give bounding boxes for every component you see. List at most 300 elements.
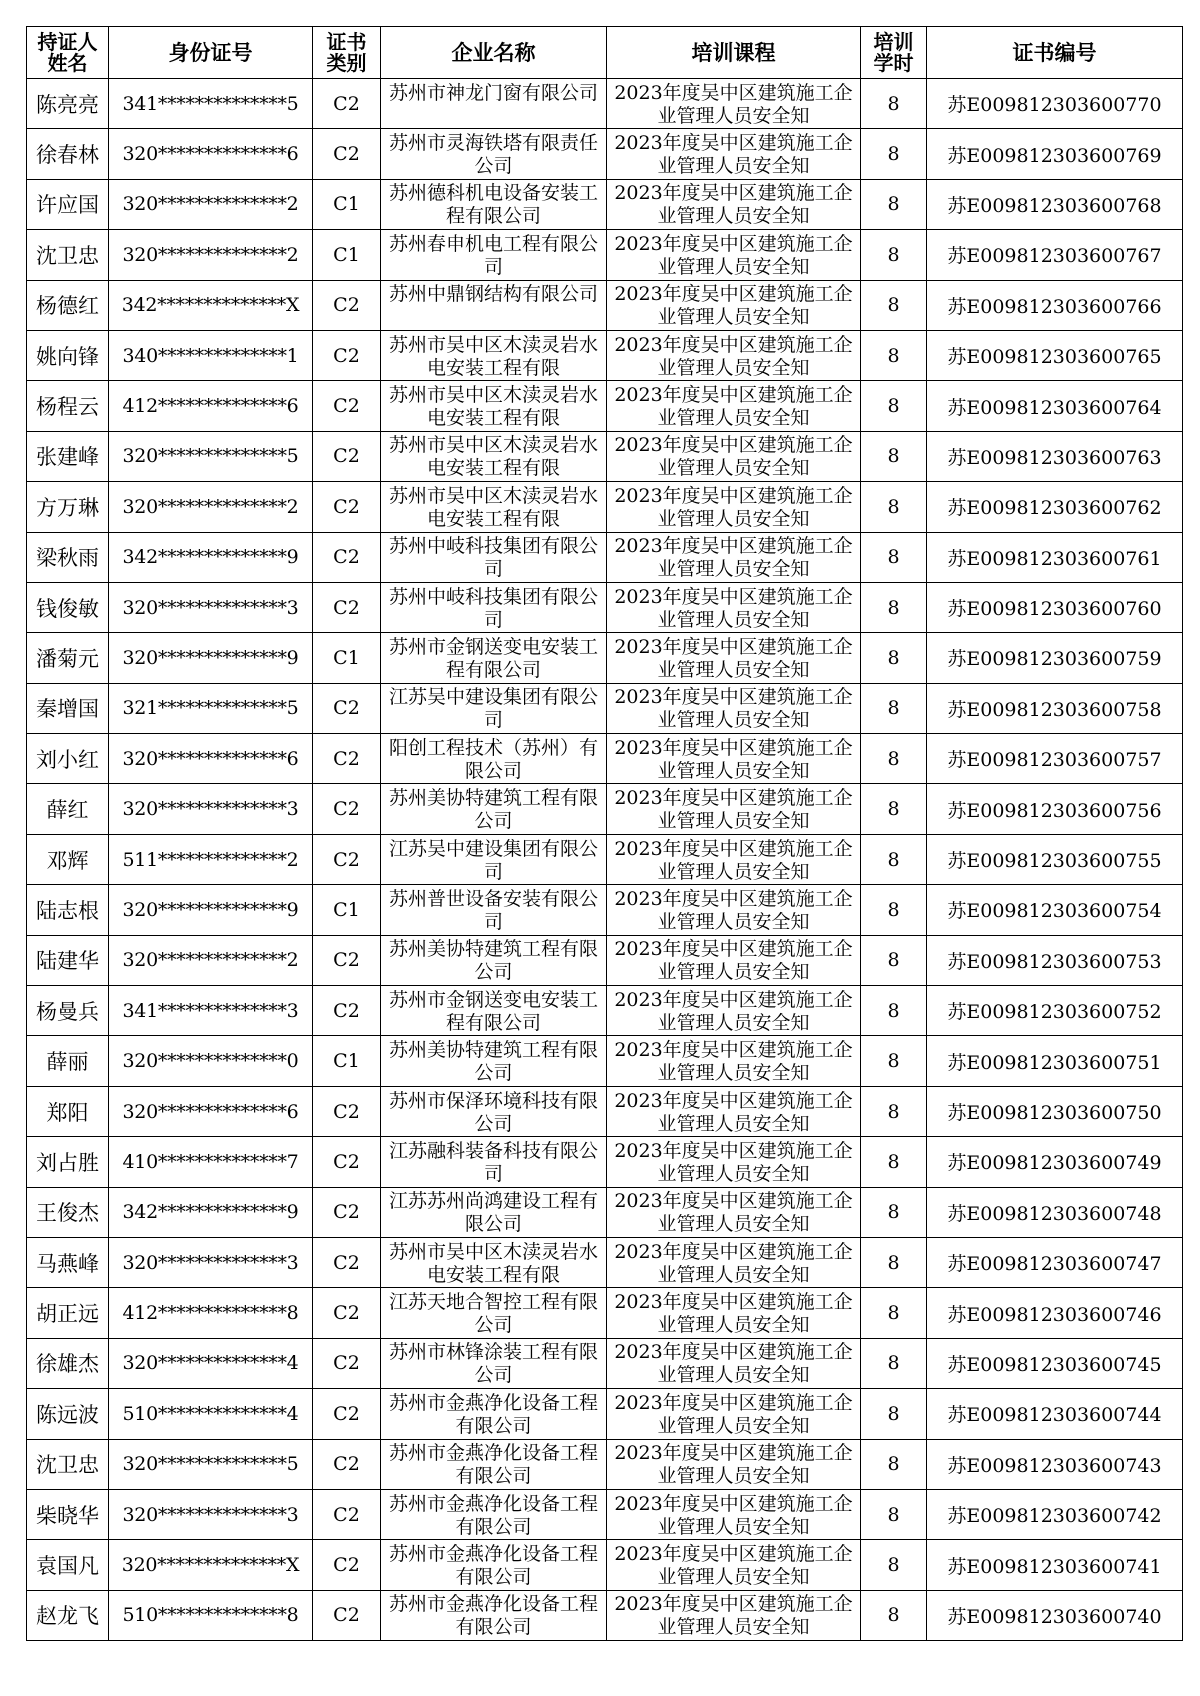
holder-name-cell: 陈远波	[27, 1389, 109, 1439]
company-cell-text: 苏州市吴中区木渎灵岩水电安装工程有限	[388, 434, 598, 480]
category-cell: C2	[313, 532, 381, 582]
company-cell	[381, 1036, 607, 1086]
table-row	[27, 1338, 1183, 1388]
header-category-line1: 证书	[326, 29, 367, 54]
course-cell	[607, 230, 861, 280]
company-cell-text: 苏州市金燕净化设备工程有限公司	[388, 1442, 598, 1488]
course-cell-text: 2023年度吴中区建筑施工企业管理人员安全知	[614, 132, 853, 178]
table-row	[27, 381, 1183, 431]
company-cell	[381, 280, 607, 330]
company-cell	[381, 129, 607, 179]
course-cell	[607, 935, 861, 985]
hours-cell: 8	[861, 1540, 927, 1590]
company-cell-text: 苏州德科机电设备安装工程有限公司	[388, 182, 598, 228]
course-cell	[607, 1086, 861, 1136]
company-cell	[381, 633, 607, 683]
holder-name-cell: 薛丽	[27, 1036, 109, 1086]
cert-number-cell: 苏E009812303600753	[927, 935, 1183, 985]
cert-number-cell: 苏E009812303600748	[927, 1187, 1183, 1237]
cert-number-cell: 苏E009812303600742	[927, 1489, 1183, 1539]
table-row	[27, 885, 1183, 935]
hours-cell: 8	[861, 986, 927, 1036]
course-cell	[607, 633, 861, 683]
category-cell: C2	[313, 582, 381, 632]
id-number-cell: 342**************9	[109, 1187, 313, 1237]
company-cell-text: 江苏苏州尚鸿建设工程有限公司	[388, 1190, 598, 1236]
course-cell-text: 2023年度吴中区建筑施工企业管理人员安全知	[614, 283, 853, 329]
category-cell: C2	[313, 683, 381, 733]
table-row	[27, 1590, 1183, 1640]
course-cell	[607, 482, 861, 532]
category-cell: C2	[313, 734, 381, 784]
course-cell	[607, 1590, 861, 1640]
table-row	[27, 230, 1183, 280]
table-row	[27, 1389, 1183, 1439]
course-cell	[607, 582, 861, 632]
company-cell	[381, 1338, 607, 1388]
holder-name-cell: 杨德红	[27, 280, 109, 330]
category-cell: C2	[313, 381, 381, 431]
table-row	[27, 1288, 1183, 1338]
hours-cell: 8	[861, 1237, 927, 1287]
id-number-cell: 320**************0	[109, 1036, 313, 1086]
table-row	[27, 1086, 1183, 1136]
cert-number-cell: 苏E009812303600770	[927, 79, 1183, 129]
hours-cell: 8	[861, 1036, 927, 1086]
course-cell	[607, 986, 861, 1036]
course-cell	[607, 1288, 861, 1338]
holder-name-cell: 许应国	[27, 179, 109, 229]
cert-number-cell: 苏E009812303600752	[927, 986, 1183, 1036]
id-number-cell: 320**************9	[109, 633, 313, 683]
course-cell	[607, 1137, 861, 1187]
company-cell-text: 苏州市吴中区木渎灵岩水电安装工程有限	[388, 333, 598, 379]
category-cell: C1	[313, 230, 381, 280]
course-cell-text: 2023年度吴中区建筑施工企业管理人员安全知	[614, 736, 853, 782]
company-cell-text: 江苏融科装备科技有限公司	[388, 1139, 598, 1185]
table-row	[27, 1187, 1183, 1237]
hours-cell: 8	[861, 935, 927, 985]
course-cell	[607, 834, 861, 884]
holder-name-cell: 刘小红	[27, 734, 109, 784]
course-cell-text: 2023年度吴中区建筑施工企业管理人员安全知	[614, 787, 853, 833]
header-holder-name-line1: 持证人	[37, 29, 98, 54]
cert-number-cell: 苏E009812303600767	[927, 230, 1183, 280]
holder-name-cell: 沈卫忠	[27, 230, 109, 280]
cert-number-cell: 苏E009812303600763	[927, 431, 1183, 481]
hours-cell: 8	[861, 431, 927, 481]
category-cell: C1	[313, 885, 381, 935]
company-cell	[381, 79, 607, 129]
course-cell-text: 2023年度吴中区建筑施工企业管理人员安全知	[614, 1391, 853, 1437]
holder-name-cell: 徐春林	[27, 129, 109, 179]
course-cell-text: 2023年度吴中区建筑施工企业管理人员安全知	[614, 1543, 853, 1589]
cert-number-cell: 苏E009812303600761	[927, 532, 1183, 582]
course-cell-text: 2023年度吴中区建筑施工企业管理人员安全知	[614, 535, 853, 581]
company-cell-text: 苏州市吴中区木渎灵岩水电安装工程有限	[388, 484, 598, 530]
company-cell	[381, 1540, 607, 1590]
company-cell	[381, 230, 607, 280]
company-cell	[381, 1237, 607, 1287]
cert-number-cell: 苏E009812303600743	[927, 1439, 1183, 1489]
company-cell-text: 苏州中岐科技集团有限公司	[388, 535, 598, 581]
holder-name-cell: 王俊杰	[27, 1187, 109, 1237]
course-cell-text: 2023年度吴中区建筑施工企业管理人员安全知	[614, 1341, 853, 1387]
id-number-cell: 412**************8	[109, 1288, 313, 1338]
cert-number-cell: 苏E009812303600768	[927, 179, 1183, 229]
company-cell-text: 苏州中岐科技集团有限公司	[388, 585, 598, 631]
category-cell: C2	[313, 1590, 381, 1640]
category-cell: C1	[313, 1036, 381, 1086]
hours-cell: 8	[861, 79, 927, 129]
category-cell: C2	[313, 129, 381, 179]
holder-name-cell: 马燕峰	[27, 1237, 109, 1287]
category-cell: C2	[313, 1489, 381, 1539]
id-number-cell: 510**************8	[109, 1590, 313, 1640]
id-number-cell: 320**************5	[109, 431, 313, 481]
course-cell	[607, 1036, 861, 1086]
company-cell-text: 江苏吴中建设集团有限公司	[388, 837, 598, 883]
id-number-cell: 320**************2	[109, 935, 313, 985]
company-cell	[381, 1590, 607, 1640]
cert-number-cell: 苏E009812303600754	[927, 885, 1183, 935]
id-number-cell: 320**************3	[109, 784, 313, 834]
company-cell	[381, 734, 607, 784]
hours-cell: 8	[861, 1288, 927, 1338]
company-cell	[381, 1086, 607, 1136]
table-row	[27, 734, 1183, 784]
company-cell-text: 苏州中鼎钢结构有限公司	[388, 283, 598, 306]
company-cell	[381, 1389, 607, 1439]
category-cell: C2	[313, 784, 381, 834]
hours-cell: 8	[861, 1439, 927, 1489]
cert-number-cell: 苏E009812303600764	[927, 381, 1183, 431]
hours-cell: 8	[861, 1187, 927, 1237]
category-cell: C1	[313, 179, 381, 229]
course-cell	[607, 330, 861, 380]
course-cell-text: 2023年度吴中区建筑施工企业管理人员安全知	[614, 434, 853, 480]
category-cell: C2	[313, 935, 381, 985]
course-cell	[607, 381, 861, 431]
table-row	[27, 935, 1183, 985]
course-cell-text: 2023年度吴中区建筑施工企业管理人员安全知	[614, 837, 853, 883]
holder-name-cell: 方万琳	[27, 482, 109, 532]
category-cell: C2	[313, 1137, 381, 1187]
company-cell-text: 苏州美协特建筑工程有限公司	[388, 938, 598, 984]
category-cell: C1	[313, 633, 381, 683]
table-row	[27, 431, 1183, 481]
cert-number-cell: 苏E009812303600757	[927, 734, 1183, 784]
course-cell-text: 2023年度吴中区建筑施工企业管理人员安全知	[614, 887, 853, 933]
holder-name-cell: 潘菊元	[27, 633, 109, 683]
holder-name-cell: 邓辉	[27, 834, 109, 884]
company-cell-text: 江苏吴中建设集团有限公司	[388, 686, 598, 732]
course-cell	[607, 784, 861, 834]
holder-name-cell: 刘占胜	[27, 1137, 109, 1187]
course-cell-text: 2023年度吴中区建筑施工企业管理人员安全知	[614, 1240, 853, 1286]
hours-cell: 8	[861, 1489, 927, 1539]
course-cell-text: 2023年度吴中区建筑施工企业管理人员安全知	[614, 938, 853, 984]
category-cell: C2	[313, 1540, 381, 1590]
category-cell: C2	[313, 280, 381, 330]
table-row	[27, 129, 1183, 179]
hours-cell: 8	[861, 482, 927, 532]
holder-name-cell: 张建峰	[27, 431, 109, 481]
id-number-cell: 342**************9	[109, 532, 313, 582]
holder-name-cell: 陈亮亮	[27, 79, 109, 129]
table-row	[27, 532, 1183, 582]
table-row	[27, 1540, 1183, 1590]
cert-number-cell: 苏E009812303600762	[927, 482, 1183, 532]
holder-name-cell: 袁国凡	[27, 1540, 109, 1590]
company-cell	[381, 179, 607, 229]
holder-name-cell: 梁秋雨	[27, 532, 109, 582]
cert-number-cell: 苏E009812303600765	[927, 330, 1183, 380]
course-cell	[607, 79, 861, 129]
holder-name-cell: 钱俊敏	[27, 582, 109, 632]
category-cell: C2	[313, 79, 381, 129]
hours-cell: 8	[861, 532, 927, 582]
company-cell-text: 苏州美协特建筑工程有限公司	[388, 787, 598, 833]
table-row	[27, 79, 1183, 129]
id-number-cell: 320**************6	[109, 1086, 313, 1136]
holder-name-cell: 杨曼兵	[27, 986, 109, 1036]
company-cell-text: 苏州市金燕净化设备工程有限公司	[388, 1391, 598, 1437]
course-cell	[607, 129, 861, 179]
course-cell	[607, 280, 861, 330]
header-hours	[861, 27, 927, 79]
table-row	[27, 784, 1183, 834]
company-cell-text: 苏州市吴中区木渎灵岩水电安装工程有限	[388, 1240, 598, 1286]
company-cell	[381, 482, 607, 532]
company-cell-text: 江苏天地合智控工程有限公司	[388, 1291, 598, 1337]
company-cell-text: 苏州市金钢送变电安装工程有限公司	[388, 988, 598, 1034]
company-cell-text: 苏州市金燕净化设备工程有限公司	[388, 1543, 598, 1589]
hours-cell: 8	[861, 330, 927, 380]
company-cell	[381, 431, 607, 481]
id-number-cell: 320**************6	[109, 129, 313, 179]
table-row	[27, 1137, 1183, 1187]
course-cell-text: 2023年度吴中区建筑施工企业管理人员安全知	[614, 1442, 853, 1488]
holder-name-cell: 沈卫忠	[27, 1439, 109, 1489]
company-cell-text: 苏州市金燕净化设备工程有限公司	[388, 1593, 598, 1639]
holder-name-cell: 郑阳	[27, 1086, 109, 1136]
table-row	[27, 1237, 1183, 1287]
course-cell-text: 2023年度吴中区建筑施工企业管理人员安全知	[614, 1039, 853, 1085]
course-cell-text: 2023年度吴中区建筑施工企业管理人员安全知	[614, 333, 853, 379]
cert-number-cell: 苏E009812303600751	[927, 1036, 1183, 1086]
course-cell-text: 2023年度吴中区建筑施工企业管理人员安全知	[614, 384, 853, 430]
company-cell-text: 阳创工程技术（苏州）有限公司	[388, 736, 598, 782]
hours-cell: 8	[861, 885, 927, 935]
table-row	[27, 683, 1183, 733]
header-holder-name	[27, 27, 109, 79]
course-cell-text: 2023年度吴中区建筑施工企业管理人员安全知	[614, 81, 853, 127]
hours-cell: 8	[861, 834, 927, 884]
cert-number-cell: 苏E009812303600746	[927, 1288, 1183, 1338]
company-cell	[381, 935, 607, 985]
header-hours-line2: 学时	[873, 50, 914, 75]
company-cell	[381, 784, 607, 834]
hours-cell: 8	[861, 633, 927, 683]
category-cell: C2	[313, 834, 381, 884]
holder-name-cell: 姚向锋	[27, 330, 109, 380]
category-cell: C2	[313, 1389, 381, 1439]
holder-name-cell: 胡正远	[27, 1288, 109, 1338]
company-cell	[381, 582, 607, 632]
company-cell	[381, 1187, 607, 1237]
holder-name-cell: 秦增国	[27, 683, 109, 733]
header-hours-line1: 培训	[873, 29, 914, 54]
id-number-cell: 320**************5	[109, 1439, 313, 1489]
hours-cell: 8	[861, 1338, 927, 1388]
category-cell: C2	[313, 1187, 381, 1237]
id-number-cell: 320**************2	[109, 482, 313, 532]
id-number-cell: 341**************5	[109, 79, 313, 129]
company-cell	[381, 1288, 607, 1338]
company-cell	[381, 1137, 607, 1187]
header-company: 企业名称	[381, 27, 607, 79]
cert-number-cell: 苏E009812303600744	[927, 1389, 1183, 1439]
course-cell-text: 2023年度吴中区建筑施工企业管理人员安全知	[614, 686, 853, 732]
table-row	[27, 582, 1183, 632]
id-number-cell: 511**************2	[109, 834, 313, 884]
course-cell	[607, 1540, 861, 1590]
course-cell-text: 2023年度吴中区建筑施工企业管理人员安全知	[614, 585, 853, 631]
cert-number-cell: 苏E009812303600756	[927, 784, 1183, 834]
course-cell-text: 2023年度吴中区建筑施工企业管理人员安全知	[614, 182, 853, 228]
course-cell-text: 2023年度吴中区建筑施工企业管理人员安全知	[614, 232, 853, 278]
table-row	[27, 482, 1183, 532]
hours-cell: 8	[861, 1389, 927, 1439]
cert-number-cell: 苏E009812303600747	[927, 1237, 1183, 1287]
table-row	[27, 633, 1183, 683]
course-cell	[607, 179, 861, 229]
course-cell-text: 2023年度吴中区建筑施工企业管理人员安全知	[614, 1291, 853, 1337]
header-category-line2: 类别	[326, 50, 367, 75]
cert-number-cell: 苏E009812303600741	[927, 1540, 1183, 1590]
company-cell	[381, 381, 607, 431]
company-cell-text: 苏州市保泽环境科技有限公司	[388, 1089, 598, 1135]
company-cell	[381, 532, 607, 582]
header-cert-number: 证书编号	[927, 27, 1183, 79]
cert-number-cell: 苏E009812303600755	[927, 834, 1183, 884]
id-number-cell: 320**************4	[109, 1338, 313, 1388]
hours-cell: 8	[861, 734, 927, 784]
company-cell	[381, 1489, 607, 1539]
table-row	[27, 1489, 1183, 1539]
cert-number-cell: 苏E009812303600745	[927, 1338, 1183, 1388]
course-cell-text: 2023年度吴中区建筑施工企业管理人员安全知	[614, 988, 853, 1034]
table-row	[27, 834, 1183, 884]
id-number-cell: 320**************3	[109, 1489, 313, 1539]
cert-number-cell: 苏E009812303600750	[927, 1086, 1183, 1136]
company-cell-text: 苏州市灵海铁塔有限责任公司	[388, 132, 598, 178]
course-cell	[607, 431, 861, 481]
hours-cell: 8	[861, 381, 927, 431]
id-number-cell: 320**************X	[109, 1540, 313, 1590]
course-cell-text: 2023年度吴中区建筑施工企业管理人员安全知	[614, 1190, 853, 1236]
table-row	[27, 1439, 1183, 1489]
header-id-number: 身份证号	[109, 27, 313, 79]
company-cell-text: 苏州市神龙门窗有限公司	[388, 81, 598, 104]
category-cell: C2	[313, 986, 381, 1036]
course-cell	[607, 885, 861, 935]
id-number-cell: 341**************3	[109, 986, 313, 1036]
course-cell-text: 2023年度吴中区建筑施工企业管理人员安全知	[614, 1492, 853, 1538]
id-number-cell: 320**************2	[109, 179, 313, 229]
company-cell-text: 苏州春申机电工程有限公司	[388, 232, 598, 278]
id-number-cell: 321**************5	[109, 683, 313, 733]
hours-cell: 8	[861, 280, 927, 330]
holder-name-cell: 柴晓华	[27, 1489, 109, 1539]
id-number-cell: 320**************6	[109, 734, 313, 784]
hours-cell: 8	[861, 1137, 927, 1187]
course-cell	[607, 1187, 861, 1237]
hours-cell: 8	[861, 683, 927, 733]
category-cell: C2	[313, 1288, 381, 1338]
course-cell	[607, 1389, 861, 1439]
table-body	[27, 79, 1183, 1641]
table-row	[27, 179, 1183, 229]
hours-cell: 8	[861, 582, 927, 632]
header-row	[27, 27, 1183, 79]
company-cell	[381, 885, 607, 935]
course-cell-text: 2023年度吴中区建筑施工企业管理人员安全知	[614, 1139, 853, 1185]
course-cell-text: 2023年度吴中区建筑施工企业管理人员安全知	[614, 635, 853, 681]
header-holder-name-line2: 姓名	[47, 50, 88, 75]
hours-cell: 8	[861, 129, 927, 179]
holder-name-cell: 赵龙飞	[27, 1590, 109, 1640]
id-number-cell: 410**************7	[109, 1137, 313, 1187]
course-cell	[607, 1338, 861, 1388]
category-cell: C2	[313, 482, 381, 532]
hours-cell: 8	[861, 1086, 927, 1136]
hours-cell: 8	[861, 1590, 927, 1640]
company-cell-text: 苏州美协特建筑工程有限公司	[388, 1039, 598, 1085]
company-cell	[381, 986, 607, 1036]
id-number-cell: 342**************X	[109, 280, 313, 330]
hours-cell: 8	[861, 230, 927, 280]
table-row	[27, 1036, 1183, 1086]
id-number-cell: 412**************6	[109, 381, 313, 431]
course-cell	[607, 734, 861, 784]
id-number-cell: 510**************4	[109, 1389, 313, 1439]
company-cell-text: 苏州市林锋涂装工程有限公司	[388, 1341, 598, 1387]
cert-number-cell: 苏E009812303600759	[927, 633, 1183, 683]
company-cell	[381, 683, 607, 733]
category-cell: C2	[313, 1237, 381, 1287]
company-cell	[381, 834, 607, 884]
course-cell-text: 2023年度吴中区建筑施工企业管理人员安全知	[614, 484, 853, 530]
course-cell-text: 2023年度吴中区建筑施工企业管理人员安全知	[614, 1089, 853, 1135]
cert-number-cell: 苏E009812303600760	[927, 582, 1183, 632]
category-cell: C2	[313, 431, 381, 481]
course-cell	[607, 1439, 861, 1489]
company-cell-text: 苏州市金燕净化设备工程有限公司	[388, 1492, 598, 1538]
category-cell: C2	[313, 330, 381, 380]
course-cell	[607, 683, 861, 733]
table-row	[27, 330, 1183, 380]
holder-name-cell: 陆建华	[27, 935, 109, 985]
company-cell-text: 苏州市金钢送变电安装工程有限公司	[388, 635, 598, 681]
table-row	[27, 986, 1183, 1036]
cert-number-cell: 苏E009812303600749	[927, 1137, 1183, 1187]
holder-name-cell: 陆志根	[27, 885, 109, 935]
id-number-cell: 320**************3	[109, 582, 313, 632]
id-number-cell: 320**************3	[109, 1237, 313, 1287]
company-cell	[381, 1439, 607, 1489]
